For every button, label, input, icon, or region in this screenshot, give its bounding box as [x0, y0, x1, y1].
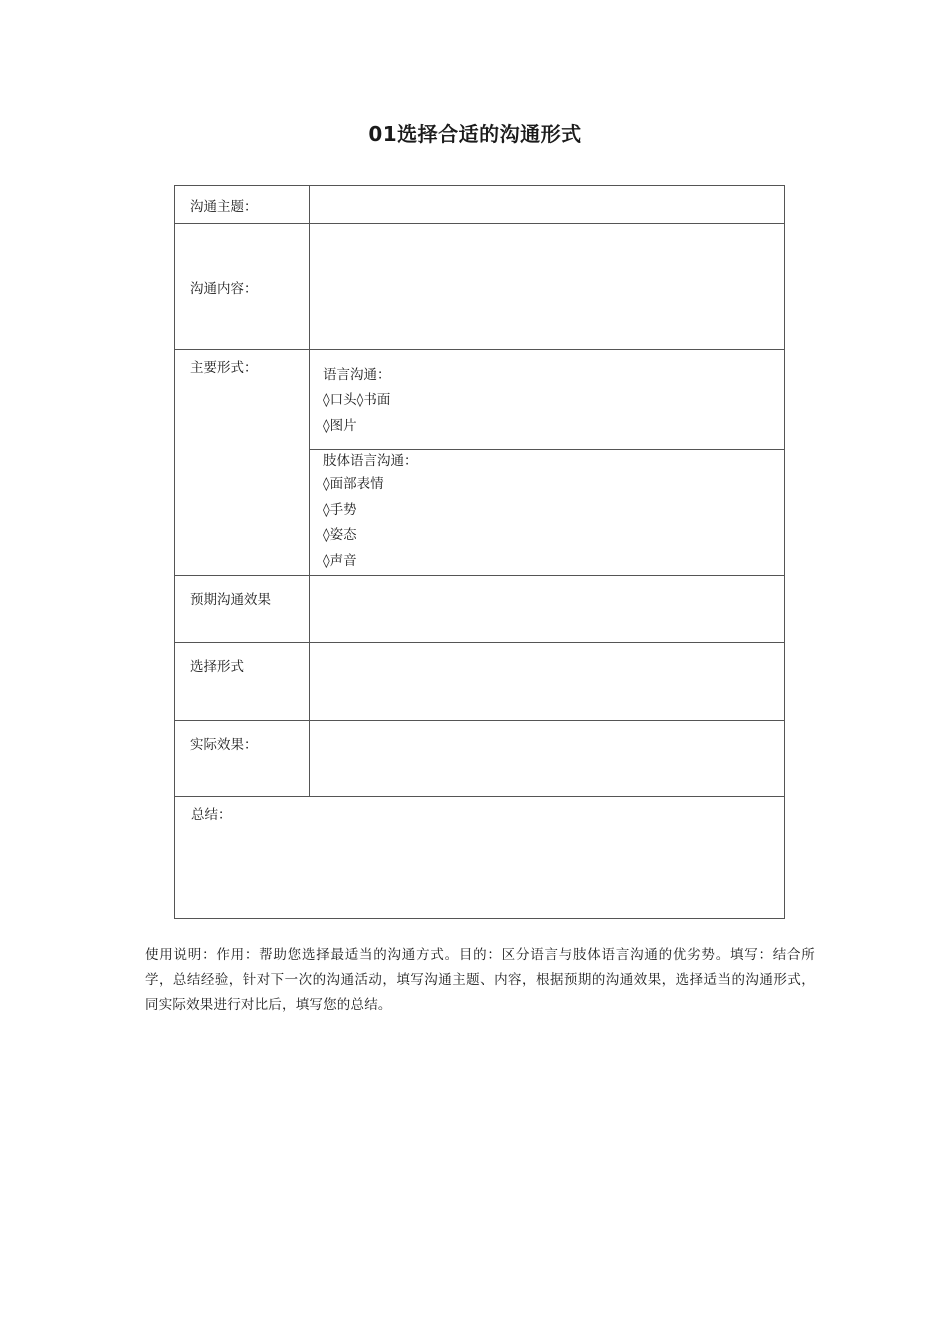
topic-row	[175, 186, 785, 224]
chosen-field[interactable]	[310, 643, 785, 721]
verbal-option-spoken-written[interactable]: ◊口头◊书面	[323, 392, 391, 408]
actual-label: 实际效果：	[175, 721, 310, 797]
verbal-option-picture[interactable]: ◊图片	[323, 417, 357, 434]
topic-field[interactable]	[310, 186, 785, 224]
content-field[interactable]	[310, 224, 785, 350]
body-option-facial-expression[interactable]: ◊面部表情	[323, 476, 384, 492]
chosen-row	[175, 643, 785, 721]
content-label: 沟通内容：	[175, 224, 310, 350]
body-language-section	[310, 449, 784, 575]
forms-label: 主要形式：	[175, 350, 310, 576]
body-option-posture[interactable]: ◊姿态	[323, 527, 357, 543]
content-row	[175, 224, 785, 350]
actual-field[interactable]	[310, 721, 785, 797]
topic-label: 沟通主题：	[175, 186, 310, 224]
verbal-heading: 语言沟通：	[323, 367, 391, 383]
summary-label: 总结：	[191, 807, 232, 823]
body-language-heading: 肢体语言沟通：	[323, 453, 418, 469]
page-title: 01选择合适的沟通形式	[368, 122, 582, 146]
summary-field[interactable]	[175, 797, 785, 919]
expected-label: 预期沟通效果	[175, 576, 310, 643]
expected-field[interactable]	[310, 576, 785, 643]
body-option-gesture[interactable]: ◊手势	[323, 501, 357, 518]
body-option-voice[interactable]: ◊声音	[323, 552, 357, 569]
usage-notes: 使用说明：作用：帮助您选择最适当的沟通方式。目的：区分语言与肢体语言沟通的优劣势。填写：结合所学，总结经验，针对下一次的沟通活动，填写沟通主题、内容，根据预期的沟通效果，选择适当的沟通形式，同实际效果进行对比后，填写您的总结。	[145, 947, 815, 1013]
actual-row	[175, 721, 785, 797]
forms-options-cell	[310, 350, 785, 576]
chosen-label: 选择形式	[175, 643, 310, 721]
expected-row	[175, 576, 785, 643]
summary-row	[175, 797, 785, 919]
verbal-section	[310, 350, 784, 449]
communication-form-table	[174, 185, 785, 919]
forms-row	[175, 350, 785, 576]
